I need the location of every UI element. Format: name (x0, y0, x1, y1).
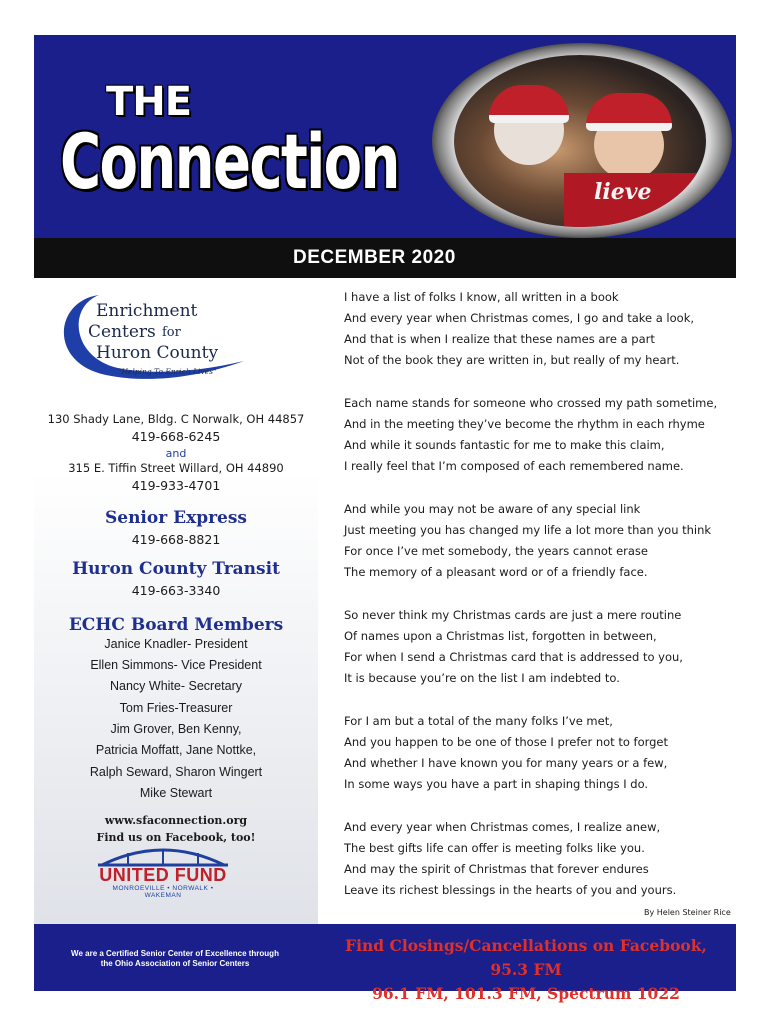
address-willard: 315 E. Tiffin Street Willard, OH 44890 (68, 461, 284, 475)
poem-line: I have a list of folks I know, all written in a book (344, 290, 619, 304)
poem-line: The memory of a pleasant word or of a friendly face. (344, 565, 648, 579)
poem-line: And whether I have known you for many years or a few, (344, 756, 668, 770)
poem-line: In some ways you have a part in shaping things I do. (344, 777, 649, 791)
closings-line-2: 96.1 FM, 101.3 FM, Spectrum 1022 (372, 984, 680, 1003)
poem-line: For I am but a total of the many folks I’ve met, (344, 714, 613, 728)
board-member: Jim Grover, Ben Kenny, (110, 722, 242, 736)
board-member: Tom Fries-Treasurer (119, 701, 233, 715)
sidebar (34, 278, 318, 924)
poem-line: And every year when Christmas comes, I realize anew, (344, 820, 661, 834)
phone-norwalk: 419-668-6245 (131, 429, 221, 444)
poem-line: And you happen to be one of those I prefer not to forget (344, 735, 669, 749)
poem-line: And every year when Christmas comes, I go and take a look, (344, 311, 695, 325)
board-heading: ECHC Board Members (68, 615, 284, 635)
santa-hat-icon (489, 85, 569, 123)
enrichment-centers-logo (54, 291, 266, 393)
poem-line: It is because you’re on the list I am indebted to. (344, 671, 620, 685)
board-member: Ralph Seward, Sharon Wingert (89, 765, 263, 779)
phone-willard: 419-933-4701 (131, 478, 221, 493)
poem-line: Just meeting you has changed my life a lot more than you think (344, 523, 712, 537)
mrs-claus-hat-icon (586, 93, 672, 131)
poem-line: And in the meeting they’ve become the rhythm in each rhyme (344, 417, 705, 431)
board-member: Mike Stewart (139, 786, 213, 800)
logo-tagline: "Helping To Enrich Lives" (118, 367, 217, 376)
poem-line: I really feel that I’m composed of each remembered name. (344, 459, 684, 473)
poem-line: And may the spirit of Christmas that forever endures (344, 862, 649, 876)
issue-date: DECEMBER 2020 (293, 247, 456, 268)
masthead (34, 35, 736, 238)
poem-line: And while it sounds fantastic for me to make this claim, (344, 438, 665, 452)
poem-line: And that is when I realize that these names are a part (344, 332, 655, 346)
poem-line: For when I send a Christmas card that is addressed to you, (344, 650, 683, 664)
certification-text (34, 949, 316, 969)
facebook-text: Find us on Facebook, too! (96, 831, 256, 844)
poem-line: So never think my Christmas cards are just a mere routine (344, 608, 682, 622)
transit-heading: Huron County Transit (72, 559, 280, 579)
senior-express-phone: 419-668-8821 (131, 532, 221, 547)
logo-line-for: for (162, 325, 181, 340)
certification-line-2: the Ohio Association of Senior Centers (100, 959, 250, 968)
certification-line-1: We are a Certified Senior Center of Excellence through (71, 949, 279, 958)
logo-line-enrichment: Enrichment (96, 301, 198, 321)
poem-byline: By Helen Steiner Rice (644, 908, 731, 917)
newsletter-page (34, 35, 736, 1003)
transit-phone: 419-663-3340 (131, 583, 221, 598)
santa-couple-photo (454, 55, 706, 227)
poem-line: The best gifts life can offer is meeting folks like you. (344, 841, 645, 855)
poem-line: For once I’ve met somebody, the years cannot erase (344, 544, 648, 558)
masthead-title: Connection (60, 117, 399, 206)
website-link[interactable]: www.sfaconnection.org (104, 814, 248, 827)
logo-line-centers: Centers (88, 322, 156, 342)
poem-line: And while you may not be aware of any special link (344, 502, 641, 516)
and-text: and (165, 447, 187, 460)
closings-line-1: Find Closings/Cancellations on Facebook, 95.3 FM (345, 936, 707, 979)
senior-express-heading: Senior Express (104, 508, 248, 528)
masthead-title-the: THE (106, 79, 192, 125)
board-member: Nancy White- Secretary (110, 679, 242, 693)
address-norwalk: 130 Shady Lane, Bldg. C Norwalk, OH 44857 (47, 412, 305, 426)
poem-line: Not of the book they are written in, but really of my heart. (344, 353, 680, 367)
united-fund-logo (98, 841, 228, 897)
united-fund-towns: MONROEVILLE • NORWALK • WAKEMAN (112, 885, 214, 899)
shirt-lettering: lieve (594, 179, 652, 205)
poem-line: Leave its richest blessings in the hearts of you and yours. (344, 883, 677, 897)
poem-line: Of names upon a Christmas list, forgotten in between, (344, 629, 657, 643)
logo-line-huron: Huron County (96, 343, 219, 363)
poem-line: Each name stands for someone who crossed my path sometime, (344, 396, 718, 410)
board-member: Janice Knadler- President (104, 637, 248, 651)
closings-notice (324, 934, 728, 1006)
board-member: Ellen Simmons- Vice President (90, 658, 262, 672)
united-fund-name: UNITED FUND (99, 865, 227, 885)
board-member: Patricia Moffatt, Jane Nottke, (95, 743, 257, 757)
